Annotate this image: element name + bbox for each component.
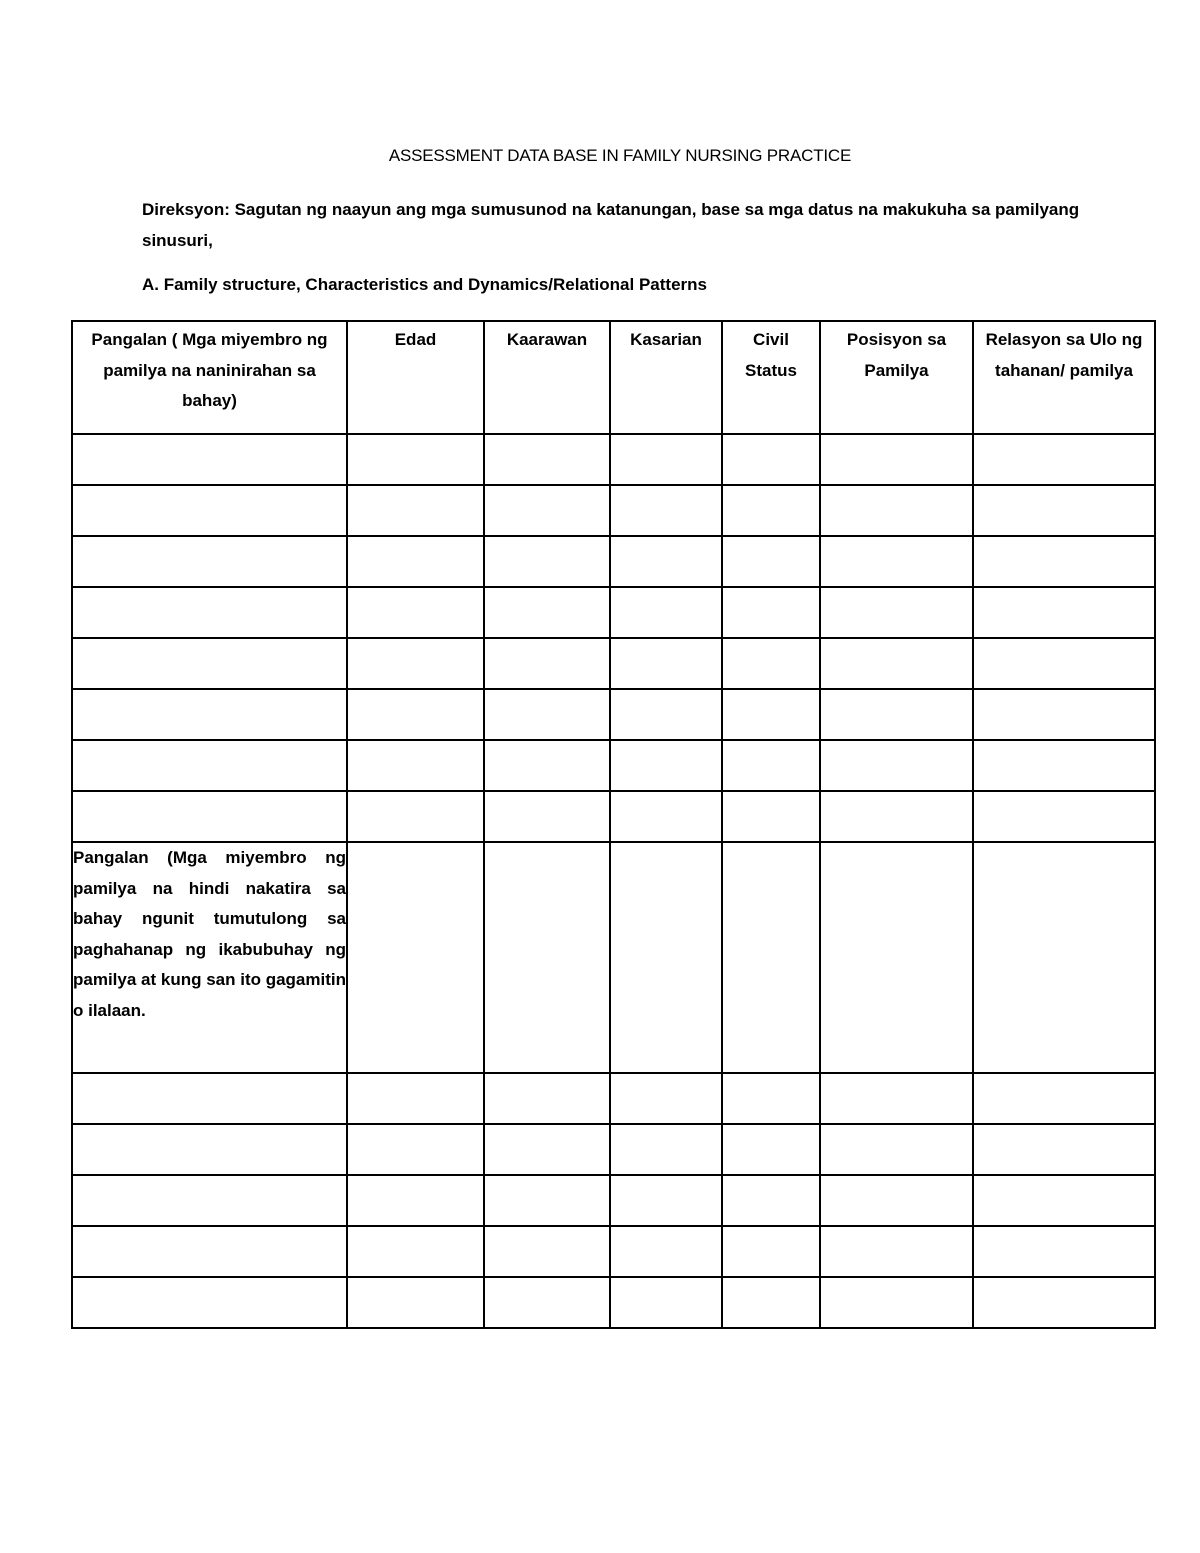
table-cell[interactable] (610, 1073, 722, 1124)
table-cell[interactable] (484, 1277, 610, 1328)
directions-text: Direksyon: Sagutan ng naayun ang mga sumusunod na katanungan, base sa mga datus na makukuha sa pamilyang sinusuri, (142, 200, 1080, 250)
table-row (72, 1226, 1155, 1277)
table-cell[interactable] (973, 638, 1155, 689)
table-cell[interactable] (973, 1175, 1155, 1226)
table-cell[interactable] (820, 1073, 973, 1124)
table-cell[interactable] (722, 791, 820, 842)
table-cell[interactable] (72, 1277, 347, 1328)
table-cell[interactable] (610, 842, 722, 1073)
table-row (72, 1124, 1155, 1175)
table-cell[interactable] (610, 536, 722, 587)
table-cell[interactable] (484, 791, 610, 842)
table-cell[interactable] (973, 587, 1155, 638)
table-cell[interactable] (72, 689, 347, 740)
table-cell[interactable] (484, 740, 610, 791)
table-cell[interactable] (347, 1175, 484, 1226)
table-cell[interactable] (347, 485, 484, 536)
table-cell[interactable] (722, 536, 820, 587)
header-civil-status: Civil Status (722, 321, 820, 434)
table-cell[interactable] (610, 1175, 722, 1226)
table-cell[interactable] (72, 434, 347, 485)
table-cell[interactable] (347, 434, 484, 485)
table-row (72, 587, 1155, 638)
table-cell[interactable] (72, 1124, 347, 1175)
table-cell[interactable] (610, 485, 722, 536)
table-cell[interactable] (347, 1277, 484, 1328)
table-cell[interactable] (973, 740, 1155, 791)
table-cell[interactable] (347, 842, 484, 1073)
table-cell[interactable] (722, 740, 820, 791)
table-cell[interactable] (72, 485, 347, 536)
table-row (72, 740, 1155, 791)
table-cell[interactable] (973, 485, 1155, 536)
table-row (72, 536, 1155, 587)
household-rows (72, 434, 1155, 842)
table-cell[interactable] (973, 1226, 1155, 1277)
table-cell[interactable] (973, 1277, 1155, 1328)
table-cell[interactable] (820, 587, 973, 638)
table-cell[interactable] (820, 1175, 973, 1226)
table-cell[interactable] (820, 842, 973, 1073)
table-cell[interactable] (722, 1124, 820, 1175)
table-cell[interactable] (722, 689, 820, 740)
table-cell[interactable] (610, 740, 722, 791)
table-cell[interactable] (722, 1073, 820, 1124)
table-cell[interactable] (347, 638, 484, 689)
header-posisyon: Posisyon sa Pamilya (820, 321, 973, 434)
table-cell[interactable] (610, 434, 722, 485)
table-cell[interactable] (722, 587, 820, 638)
table-cell[interactable] (484, 842, 610, 1073)
document-title: ASSESSMENT DATA BASE IN FAMILY NURSING PRACTICE (388, 146, 852, 165)
table-cell[interactable] (820, 1277, 973, 1328)
table-cell[interactable] (610, 1226, 722, 1277)
table-cell[interactable] (973, 1124, 1155, 1175)
table-cell[interactable] (610, 1124, 722, 1175)
table-row (72, 1175, 1155, 1226)
table-cell[interactable] (347, 1124, 484, 1175)
table-row (72, 485, 1155, 536)
table-cell[interactable] (722, 842, 820, 1073)
table-cell[interactable] (820, 1226, 973, 1277)
table-cell[interactable] (820, 689, 973, 740)
table-cell[interactable] (973, 842, 1155, 1073)
table-cell[interactable] (820, 536, 973, 587)
table-cell[interactable] (722, 1226, 820, 1277)
table-cell[interactable] (973, 536, 1155, 587)
header-kasarian: Kasarian (610, 321, 722, 434)
table-cell[interactable] (72, 1175, 347, 1226)
header-relasyon: Relasyon sa Ulo ng tahanan/ pamilya (973, 321, 1155, 434)
section-heading: A. Family structure, Characteristics and Dynamics/Relational Patterns (142, 275, 707, 294)
table-cell[interactable] (484, 587, 610, 638)
table-cell[interactable] (973, 689, 1155, 740)
table-cell[interactable] (820, 791, 973, 842)
table-cell[interactable] (610, 689, 722, 740)
table-row (72, 689, 1155, 740)
table-cell[interactable] (820, 638, 973, 689)
other-rows (72, 1073, 1155, 1328)
header-kaarawan: Kaarawan (484, 321, 610, 434)
table-cell[interactable] (484, 1073, 610, 1124)
table-cell[interactable] (72, 1226, 347, 1277)
table-cell[interactable] (72, 587, 347, 638)
table-cell[interactable] (610, 1277, 722, 1328)
table-row (72, 1073, 1155, 1124)
table-cell[interactable] (72, 638, 347, 689)
subsection-row (72, 842, 1155, 1073)
table-row (72, 1277, 1155, 1328)
table-cell[interactable] (973, 791, 1155, 842)
table-cell[interactable] (72, 791, 347, 842)
table-cell[interactable] (484, 434, 610, 485)
table-cell[interactable] (820, 434, 973, 485)
table-cell[interactable] (72, 740, 347, 791)
table-cell[interactable] (347, 689, 484, 740)
table-row (72, 434, 1155, 485)
table-cell[interactable] (72, 1073, 347, 1124)
table-cell[interactable] (347, 1073, 484, 1124)
table-cell[interactable] (722, 638, 820, 689)
table-cell[interactable] (973, 434, 1155, 485)
table-cell[interactable] (347, 536, 484, 587)
header-pangalan: Pangalan ( Mga miyembro ng pamilya na naninirahan sa bahay) (72, 321, 347, 434)
table-cell[interactable] (484, 485, 610, 536)
table-cell[interactable] (610, 791, 722, 842)
table-cell[interactable] (347, 791, 484, 842)
table-cell[interactable] (820, 740, 973, 791)
table-cell[interactable] (722, 1175, 820, 1226)
table-row (72, 638, 1155, 689)
table-cell[interactable] (722, 485, 820, 536)
table-cell[interactable] (973, 1073, 1155, 1124)
table-cell[interactable] (484, 536, 610, 587)
table-cell[interactable] (610, 638, 722, 689)
table-cell[interactable] (820, 485, 973, 536)
table-cell[interactable] (722, 434, 820, 485)
subsection-label: Pangalan (Mga miyembro ng pamilya na hindi nakatira sa bahay ngunit tumutulong sa paghahanap ng ikabubuhay ng pamilya at kung san ito gagamitin o ilalaan. (72, 842, 347, 1073)
table-cell[interactable] (484, 689, 610, 740)
header-edad: Edad (347, 321, 484, 434)
family-members-table (71, 320, 1156, 1329)
table-row (72, 791, 1155, 842)
table-cell[interactable] (347, 1226, 484, 1277)
table-cell[interactable] (347, 587, 484, 638)
table-cell[interactable] (484, 1175, 610, 1226)
table-cell[interactable] (610, 587, 722, 638)
table-cell[interactable] (347, 740, 484, 791)
table-cell[interactable] (820, 1124, 973, 1175)
table-cell[interactable] (72, 536, 347, 587)
other-members-section (72, 842, 1155, 1073)
table-cell[interactable] (484, 638, 610, 689)
table-header-row (72, 321, 1155, 434)
table-cell[interactable] (484, 1124, 610, 1175)
table-cell[interactable] (484, 1226, 610, 1277)
table-cell[interactable] (722, 1277, 820, 1328)
